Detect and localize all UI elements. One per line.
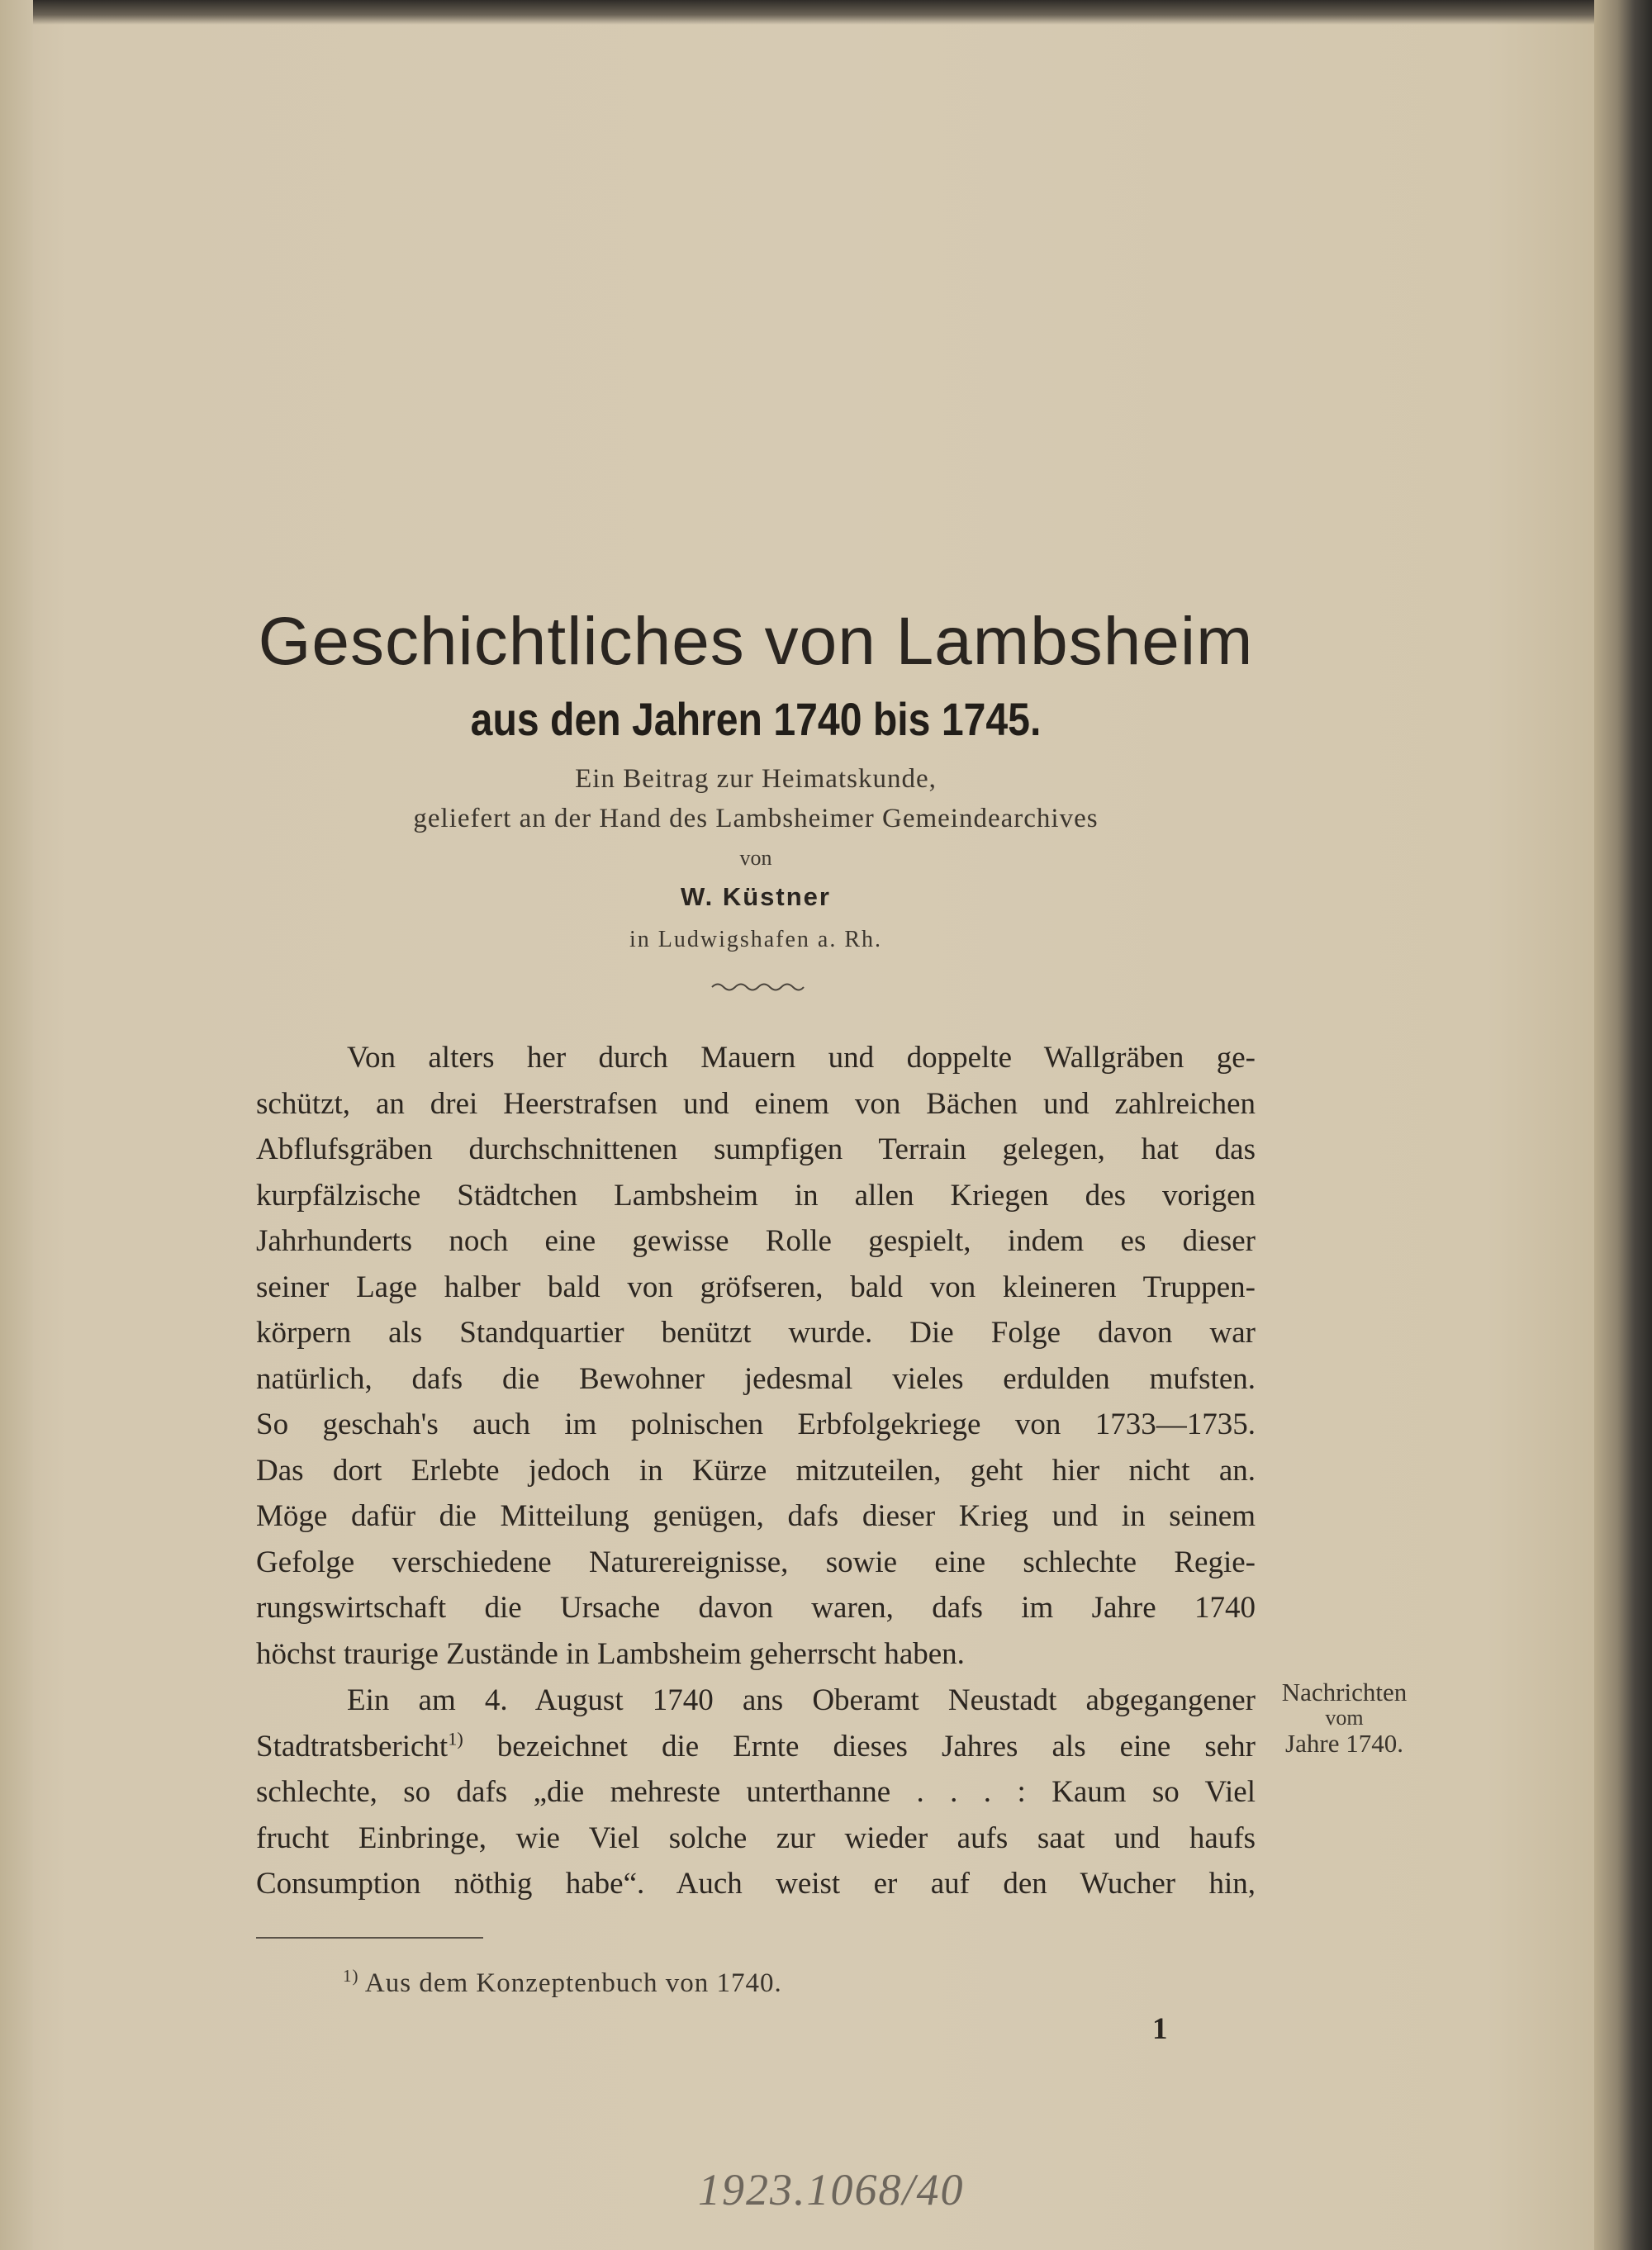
title-sub: aus den Jahren 1740 bis 1745. <box>470 693 1042 745</box>
subtitle-line: geliefert an der Hand des Lambsheimer Gemeindearchives <box>413 804 1099 833</box>
text-line-with-footnote-ref <box>256 1724 1256 1770</box>
title-main: Geschichtliches von Lambsheim <box>258 604 1254 679</box>
text-line: Abflufsgräben durchschnittenen sumpfigen Terrain gelegen, hat das <box>256 1132 1256 1166</box>
text-line: schützt, an drei Heerstrafsen und einem von Bächen und zahlreichen <box>256 1086 1256 1121</box>
author-name: W. Küstner <box>681 882 831 911</box>
handwritten-inventory-number: 1923.1068/40 <box>698 2165 965 2214</box>
text-line: rungswirtschaft die Ursache davon waren, dafs im Jahre 1740 <box>256 1591 1256 1625</box>
text-line: kurpfälzische Städtchen Lambsheim in allen Kriegen des vorigen <box>256 1178 1256 1213</box>
margin-note <box>1256 1679 1433 1756</box>
footnote <box>343 1968 782 1999</box>
text-line: Consumption nöthig habe“. Auch weist er auf den Wucher hin, <box>256 1867 1256 1901</box>
page-number: 1 <box>1152 2012 1168 2046</box>
page-top-shadow <box>33 0 1619 25</box>
text-line: Das dort Erlebte jedoch in Kürze mitzuteilen, geht hier nicht an. <box>256 1453 1256 1488</box>
margin-note-line: vom <box>1325 1706 1364 1730</box>
margin-note-line: Jahre 1740. <box>1285 1729 1403 1758</box>
wave-ornament <box>710 981 805 993</box>
text-segment: bezeichnet die Ernte dieses Jahres als eine sehr <box>463 1729 1256 1763</box>
text-line: Jahrhunderts noch eine gewisse Rolle gespielt, indem es dieser <box>256 1224 1256 1258</box>
text-segment: Stadtratsbericht <box>256 1729 449 1763</box>
text-line: Möge dafür die Mitteilung genügen, dafs dieser Krieg und in seinem <box>256 1499 1256 1533</box>
text-line: höchst traurige Zustände in Lambsheim geherrscht haben. <box>256 1636 965 1671</box>
subtitle-line: Ein Beitrag zur Heimatskunde, <box>575 764 937 794</box>
footnote-reference: 1) <box>448 1728 463 1749</box>
footnote-rule <box>256 1937 483 1939</box>
text-line: Ein am 4. August 1740 ans Oberamt Neustadt abgegangener <box>347 1683 1256 1717</box>
margin-note-line: Nachrichten <box>1281 1678 1408 1706</box>
text-line: frucht Einbringe, wie Viel solche zur wieder aufs saat und haufs <box>256 1820 1256 1855</box>
footnote-text: Aus dem Konzeptenbuch von 1740. <box>358 1968 782 1998</box>
text-line: schlechte, so dafs „die mehreste unterthanne . . . : Kaum so Viel <box>256 1775 1256 1809</box>
paragraph-1 <box>256 1035 1256 1677</box>
subtitle-line: von <box>739 846 772 870</box>
footnote-marker: 1) <box>343 1966 359 1986</box>
page-left-edge <box>0 0 33 2250</box>
text-line: körpern als Standquartier benützt wurde. Die Folge davon war <box>256 1316 1256 1350</box>
text-line: natürlich, dafs die Bewohner jedesmal vieles erdulden mufsten. <box>256 1361 1256 1396</box>
author-place: in Ludwigshafen a. Rh. <box>629 927 883 952</box>
text-line: Von alters her durch Mauern und doppelte Wallgräben ge- <box>347 1041 1256 1075</box>
text-line: Gefolge verschiedene Naturereignisse, sowie eine schlechte Regie- <box>256 1545 1256 1579</box>
paragraph-2 <box>256 1678 1256 1907</box>
page-right-edge <box>1594 0 1652 2250</box>
text-line: seiner Lage halber bald von gröfseren, bald von kleineren Truppen- <box>256 1270 1256 1304</box>
text-line: So geschah's auch im polnischen Erbfolgekriege von 1733—1735. <box>256 1407 1256 1441</box>
